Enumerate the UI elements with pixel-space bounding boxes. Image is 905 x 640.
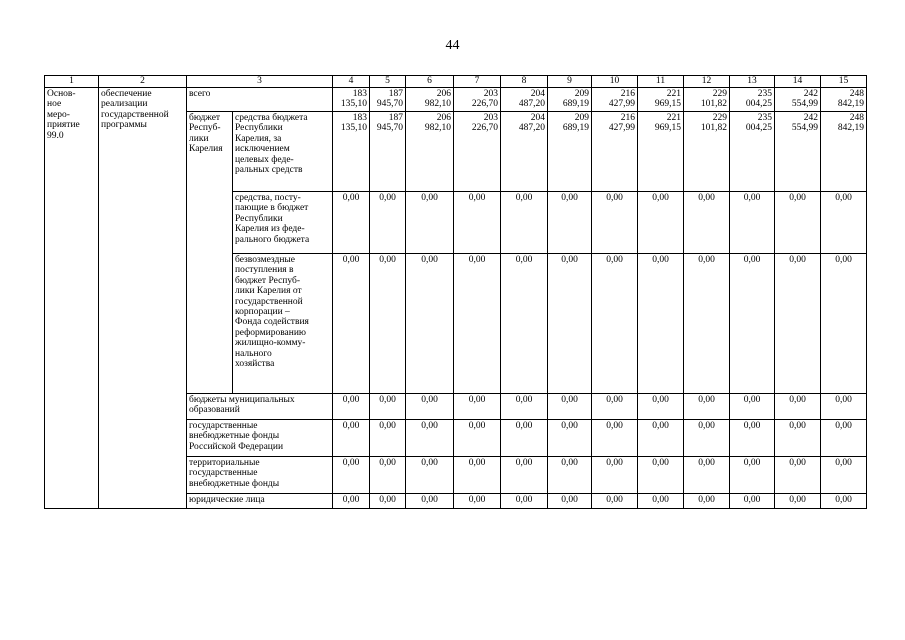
value-cell: 0,00 <box>684 420 730 457</box>
value-cell: 0,00 <box>333 494 370 509</box>
header-cell: 7 <box>454 76 501 88</box>
value-cell: 0,00 <box>406 254 454 394</box>
header-cell: 1 <box>45 76 99 88</box>
value-cell: 0,00 <box>592 494 638 509</box>
source-label: территориальные государственные внебюджетные фонды <box>187 457 333 494</box>
value-cell: 0,00 <box>638 494 684 509</box>
value-cell: 248 842,19 <box>821 88 867 112</box>
value-cell: 0,00 <box>775 457 821 494</box>
value-cell: 0,00 <box>775 420 821 457</box>
source-label: бюджеты муниципальных образований <box>187 394 333 420</box>
value-cell: 0,00 <box>501 254 548 394</box>
value-cell: 0,00 <box>548 394 592 420</box>
value-cell: 0,00 <box>592 420 638 457</box>
value-cell: 216 427,99 <box>592 112 638 192</box>
value-cell: 183 135,10 <box>333 112 370 192</box>
value-cell: 0,00 <box>333 457 370 494</box>
value-cell: 0,00 <box>548 420 592 457</box>
value-cell: 0,00 <box>333 394 370 420</box>
value-cell: 187 945,70 <box>370 88 406 112</box>
header-cell: 5 <box>370 76 406 88</box>
value-cell: 203 226,70 <box>454 112 501 192</box>
header-cell: 15 <box>821 76 867 88</box>
value-cell: 0,00 <box>454 420 501 457</box>
value-cell: 216 427,99 <box>592 88 638 112</box>
value-cell: 0,00 <box>684 457 730 494</box>
value-cell: 187 945,70 <box>370 112 406 192</box>
budget-table <box>44 75 867 509</box>
value-cell: 206 982,10 <box>406 88 454 112</box>
value-cell: 0,00 <box>821 494 867 509</box>
value-cell: 248 842,19 <box>821 112 867 192</box>
value-cell: 0,00 <box>454 192 501 254</box>
value-cell: 0,00 <box>406 192 454 254</box>
value-cell: 0,00 <box>592 254 638 394</box>
value-cell: 0,00 <box>454 494 501 509</box>
value-cell: 221 969,15 <box>638 88 684 112</box>
value-cell: 0,00 <box>548 494 592 509</box>
header-row <box>45 76 867 88</box>
value-cell: 0,00 <box>730 254 775 394</box>
source-label: безвозмездные поступления в бюджет Респуб- лики Карелия от государственной корпорации – Фонда содействия реформированию жилищно-комму- нального хозяйства <box>233 254 333 394</box>
value-cell: 0,00 <box>684 494 730 509</box>
value-cell: 0,00 <box>638 254 684 394</box>
header-cell: 6 <box>406 76 454 88</box>
header-cell: 14 <box>775 76 821 88</box>
value-cell: 0,00 <box>638 420 684 457</box>
source-label: средства бюджета Республики Карелия, за исключением целевых феде- ральных средств <box>233 112 333 192</box>
value-cell: 0,00 <box>370 192 406 254</box>
value-cell: 0,00 <box>775 254 821 394</box>
value-cell: 0,00 <box>370 254 406 394</box>
value-cell: 0,00 <box>406 494 454 509</box>
value-cell: 0,00 <box>406 420 454 457</box>
value-cell: 235 004,25 <box>730 88 775 112</box>
value-cell: 0,00 <box>821 420 867 457</box>
purpose-cell: обеспечение реализации государственной программы <box>99 88 187 509</box>
value-cell: 0,00 <box>592 192 638 254</box>
value-cell: 209 689,19 <box>548 88 592 112</box>
value-cell: 204 487,20 <box>501 112 548 192</box>
value-cell: 0,00 <box>821 254 867 394</box>
value-cell: 0,00 <box>370 420 406 457</box>
value-cell: 0,00 <box>370 494 406 509</box>
value-cell: 0,00 <box>638 192 684 254</box>
table-row-total <box>45 88 867 112</box>
header-cell: 4 <box>333 76 370 88</box>
value-cell: 0,00 <box>333 192 370 254</box>
value-cell: 0,00 <box>684 394 730 420</box>
value-cell: 0,00 <box>775 394 821 420</box>
value-cell: 0,00 <box>370 457 406 494</box>
header-cell: 3 <box>187 76 333 88</box>
header-cell: 9 <box>548 76 592 88</box>
value-cell: 0,00 <box>548 254 592 394</box>
header-cell: 2 <box>99 76 187 88</box>
value-cell: 0,00 <box>730 192 775 254</box>
value-cell: 0,00 <box>684 254 730 394</box>
source-label: средства, посту- пающие в бюджет Республики Карелия из феде- рального бюджета <box>233 192 333 254</box>
value-cell: 0,00 <box>370 394 406 420</box>
value-cell: 235 004,25 <box>730 112 775 192</box>
value-cell: 0,00 <box>333 420 370 457</box>
value-cell: 229 101,82 <box>684 112 730 192</box>
value-cell: 0,00 <box>730 494 775 509</box>
value-cell: 229 101,82 <box>684 88 730 112</box>
activity-cell: Основ- ное меро- приятие 99.0 <box>45 88 99 509</box>
value-cell: 204 487,20 <box>501 88 548 112</box>
value-cell: 0,00 <box>406 457 454 494</box>
value-cell: 0,00 <box>501 457 548 494</box>
value-cell: 242 554,99 <box>775 112 821 192</box>
header-cell: 8 <box>501 76 548 88</box>
source-label: государственные внебюджетные фонды Российской Федерации <box>187 420 333 457</box>
value-cell: 0,00 <box>454 254 501 394</box>
value-cell: 0,00 <box>775 494 821 509</box>
value-cell: 0,00 <box>501 192 548 254</box>
source-label: юридические лица <box>187 494 333 509</box>
value-cell: 242 554,99 <box>775 88 821 112</box>
value-cell: 0,00 <box>821 192 867 254</box>
value-cell: 0,00 <box>548 192 592 254</box>
value-cell: 209 689,19 <box>548 112 592 192</box>
value-cell: 0,00 <box>406 394 454 420</box>
value-cell: 0,00 <box>775 192 821 254</box>
page-number: 44 <box>445 38 460 53</box>
value-cell: 0,00 <box>548 457 592 494</box>
header-cell: 11 <box>638 76 684 88</box>
value-cell: 221 969,15 <box>638 112 684 192</box>
value-cell: 0,00 <box>592 457 638 494</box>
value-cell: 0,00 <box>454 394 501 420</box>
value-cell: 0,00 <box>684 192 730 254</box>
value-cell: 203 226,70 <box>454 88 501 112</box>
value-cell: 0,00 <box>638 394 684 420</box>
header-cell: 13 <box>730 76 775 88</box>
value-cell: 0,00 <box>592 394 638 420</box>
value-cell: 0,00 <box>821 394 867 420</box>
header-cell: 10 <box>592 76 638 88</box>
value-cell: 0,00 <box>454 457 501 494</box>
value-cell: 0,00 <box>730 394 775 420</box>
value-cell: 183 135,10 <box>333 88 370 112</box>
value-cell: 0,00 <box>638 457 684 494</box>
value-cell: 0,00 <box>501 494 548 509</box>
header-cell: 12 <box>684 76 730 88</box>
value-cell: 0,00 <box>501 394 548 420</box>
value-cell: 0,00 <box>333 254 370 394</box>
value-cell: 0,00 <box>730 457 775 494</box>
source-label: всего <box>187 88 333 112</box>
republic-budget-label: бюджет Респуб- лики Карелия <box>187 112 233 394</box>
value-cell: 0,00 <box>501 420 548 457</box>
value-cell: 206 982,10 <box>406 112 454 192</box>
value-cell: 0,00 <box>821 457 867 494</box>
value-cell: 0,00 <box>730 420 775 457</box>
